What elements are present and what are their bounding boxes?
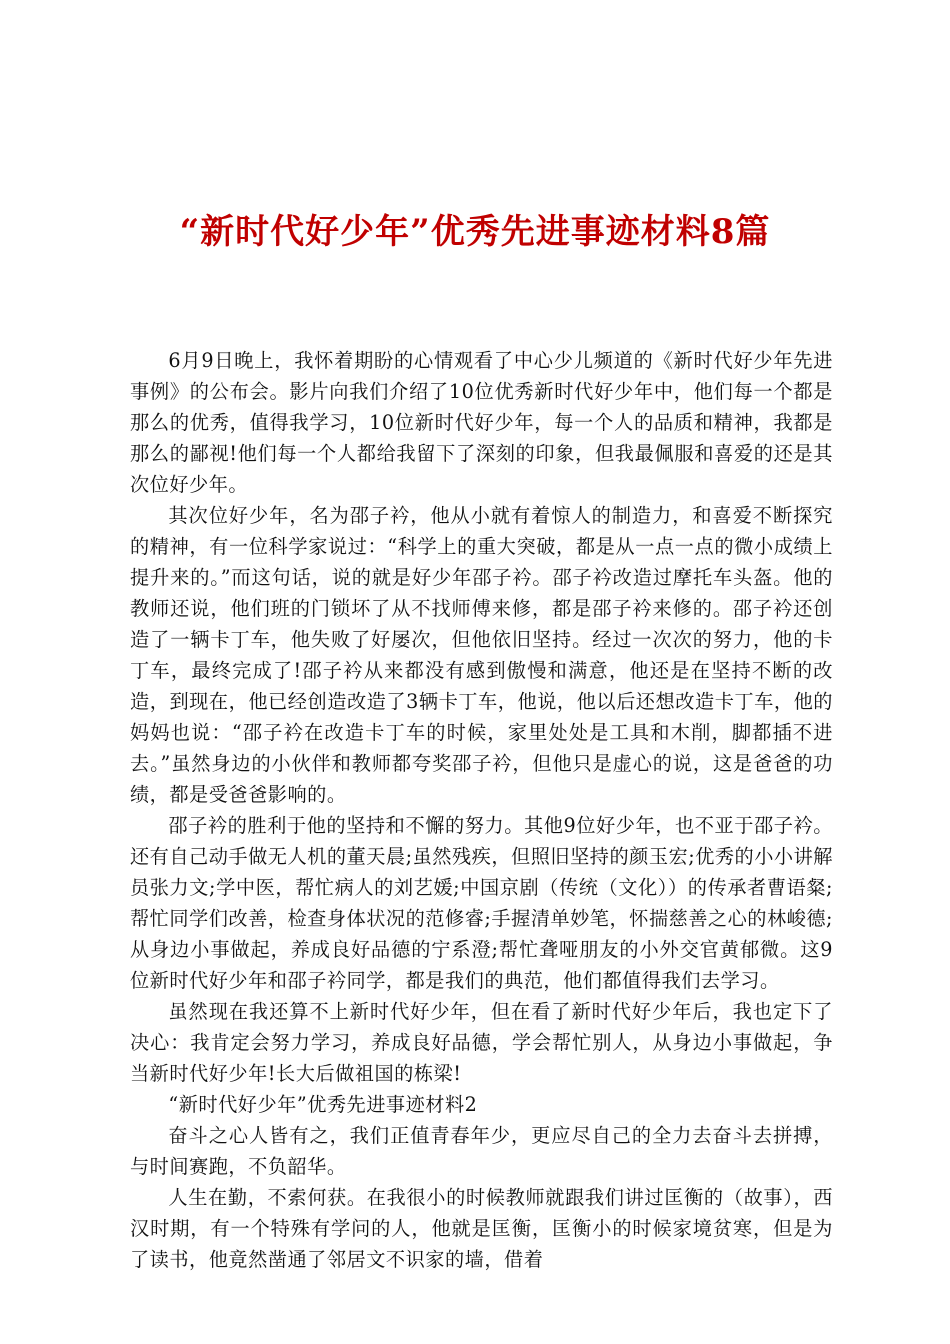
paragraph: 奋斗之心人皆有之，我们正值青春年少，更应尽自己的全力去奋斗去拼搏，与时间赛跑，不负韶华。 (130, 1124, 833, 1178)
paragraph: 6月9日晚上，我怀着期盼的心情观看了中心少儿频道的《新时代好少年先进事例》的公布会。影片向我们介绍了10位优秀新时代好少年中，他们每一个都是那么的优秀，值得我学习，10位新时代好少年，每一个人的品质和精神，我都是那么的鄙视!他们每一个人都给我留下了深刻的印象，但我最佩服和喜爱的还是其次位好少年。 (130, 349, 833, 496)
paragraph: 邵子衿的胜利于他的坚持和不懈的努力。其他9位好少年，也不亚于邵子衿。还有自己动手做无人机的董天晨;虽然残疾，但照旧坚持的颜玉宏;优秀的小小讲解员张力文;学中医，帮忙病人的刘艺媛;中国京剧（传统（文化））的传承者曹语粲;帮忙同学们改善，检查身体状况的范修睿;手握清单妙笔，怀揣慈善之心的林峻德;从身边小事做起，养成良好品德的宁系澄;帮忙聋哑朋友的小外交官黄郁微。这9位新时代好少年和邵子衿同学，都是我们的典范，他们都值得我们去学习。 (130, 814, 833, 992)
section-heading: “新时代好少年”优秀先进事迹材料2 (168, 1093, 478, 1116)
paragraph: 人生在勤，不索何获。在我很小的时候教师就跟我们讲过匡衡的（故事），西汉时期，有一个特殊有学问的人，他就是匡衡，匡衡小的时候家境贫寒，但是为了读书，他竟然凿通了邻居文不识家的墙，借着 (130, 1186, 833, 1271)
document-title: “新时代好少年”优秀先进事迹材料8篇 (179, 212, 771, 252)
paragraph: 虽然现在我还算不上新时代好少年，但在看了新时代好少年后，我也定下了决心：我肯定会努力学习，养成良好品德，学会帮忙别人，从身边小事做起，争当新时代好少年!长大后做祖国的栋梁! (130, 1000, 833, 1085)
paragraph: 其次位好少年，名为邵子衿，他从小就有着惊人的制造力，和喜爱不断探究的精神，有一位科学家说过：“科学上的重大突破，都是从一点一点的微小成绩上提升来的。”而这句话，说的就是好少年邵子衿。邵子衿改造过摩托车头盔。他的教师还说，他们班的门锁坏了从不找师傅来修，都是邵子衿来修的。邵子衿还创造了一辆卡丁车，他失败了好屡次，但他依旧坚持。经过一次次的努力，他的卡丁车，最终完成了!邵子衿从来都没有感到傲慢和满意，他还是在坚持不断的改造，到现在，他已经创造改造了3辆卡丁车，他说，他以后还想改造卡丁车，他的妈妈也说：“邵子衿在改造卡丁车的时候，家里处处是工具和木削，脚都插不进去。”虽然身边的小伙伴和教师都夸奖邵子衿，但他只是虚心的说，这是爸爸的功绩，都是受爸爸影响的。 (130, 504, 833, 806)
document-body (130, 345, 833, 1275)
